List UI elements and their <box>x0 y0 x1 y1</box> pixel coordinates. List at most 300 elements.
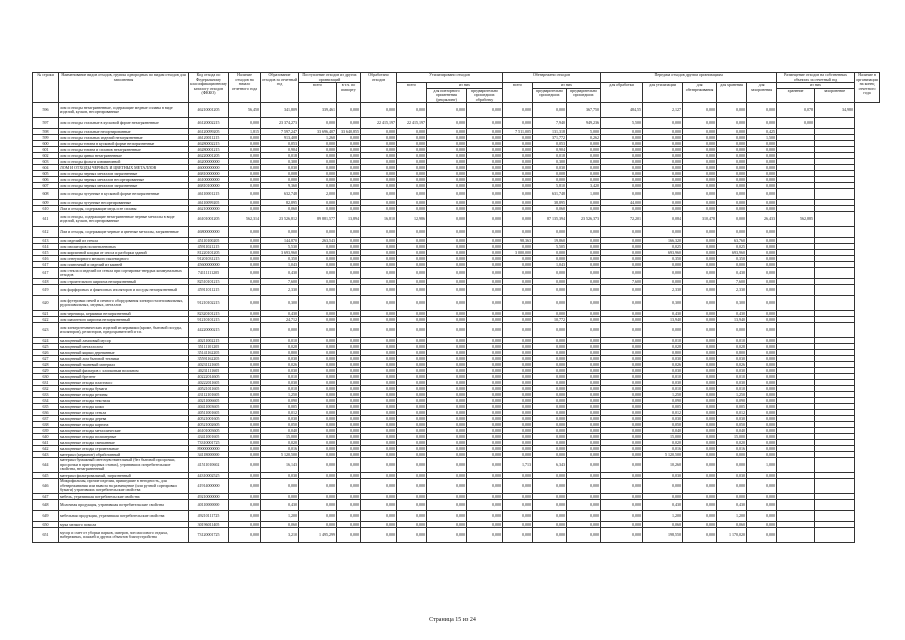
value-cell: 0,000 <box>229 356 261 362</box>
row-number: 620 <box>33 296 59 311</box>
row-number: 608 <box>33 189 59 200</box>
value-cell: 0,000 <box>229 446 261 452</box>
value-cell: 0,000 <box>567 227 601 238</box>
value-cell <box>815 268 855 279</box>
value-cell: 0,000 <box>361 256 397 262</box>
value-cell: 0,000 <box>361 129 397 135</box>
fkko-code: 46100000000 <box>189 177 229 183</box>
value-cell: 1 170,020 <box>717 528 747 543</box>
value-cell: 0,000 <box>467 200 503 206</box>
fkko-code: 35591162205 <box>189 356 229 362</box>
value-cell: 0,000 <box>427 368 467 374</box>
value-cell: 0,000 <box>683 356 717 362</box>
value-cell: 0,000 <box>229 458 261 473</box>
value-cell: 0,000 <box>229 141 261 147</box>
value-cell: 0,000 <box>229 171 261 177</box>
value-cell: 0,000 <box>229 374 261 380</box>
header-utilized-of-which: из них <box>427 83 503 89</box>
value-cell: 0,000 <box>601 386 643 392</box>
value-cell: 0,084 <box>643 212 683 227</box>
value-cell: 0,000 <box>427 528 467 543</box>
value-cell: 0,000 <box>467 183 503 189</box>
waste-name: лом огнеупорного мелкого пылевидного <box>59 256 189 262</box>
row-number: 600 <box>33 141 59 147</box>
value-cell: 0,000 <box>299 434 337 440</box>
value-cell: 0,000 <box>361 368 397 374</box>
value-cell <box>815 212 855 227</box>
value-cell: 0,005 <box>717 404 747 410</box>
value-cell: 0,000 <box>601 227 643 238</box>
value-cell: 0,000 <box>397 183 427 189</box>
fkko-code: 74111111205 <box>189 268 229 279</box>
value-cell: 0,000 <box>361 416 397 422</box>
value-cell: 0,000 <box>601 494 643 500</box>
value-cell: 0,000 <box>229 380 261 386</box>
row-number: 636 <box>33 410 59 416</box>
value-cell: 0,000 <box>601 171 643 177</box>
value-cell: 0,000 <box>467 374 503 380</box>
value-cell: 0,000 <box>717 165 747 171</box>
value-cell: 0,000 <box>337 268 361 279</box>
value-cell: 0,800 <box>717 350 747 356</box>
fkko-code: 40521002605 <box>189 422 229 428</box>
value-cell: 0,000 <box>467 285 503 296</box>
header-neutralized: Обезврежено отходов <box>503 73 601 83</box>
fkko-code: 40411003605 <box>189 404 229 410</box>
value-cell: 0,000 <box>503 511 533 522</box>
header-utilized: Утилизировано отходов <box>397 73 503 83</box>
value-cell: 0,000 <box>299 147 337 153</box>
value-cell: 0,000 <box>361 392 397 398</box>
value-cell: 562,314 <box>229 212 261 227</box>
value-cell: 0,000 <box>229 434 261 440</box>
value-cell: 0,000 <box>299 262 337 268</box>
value-cell: 0,000 <box>601 177 643 183</box>
waste-name: малоценные отходы дерева <box>59 416 189 422</box>
value-cell: 0,000 <box>467 416 503 422</box>
value-cell: 0,000 <box>397 404 427 410</box>
value-cell: 0,000 <box>747 250 777 256</box>
value-cell: 0,000 <box>427 118 467 129</box>
fkko-code: 41511010602 <box>189 458 229 473</box>
value-cell: 0,000 <box>337 165 361 171</box>
value-cell: 0,000 <box>467 428 503 434</box>
value-cell: 0,000 <box>397 238 427 244</box>
value-cell: 0,000 <box>567 250 601 256</box>
value-cell: 0,025 <box>717 244 747 250</box>
value-cell: 0,000 <box>337 135 361 141</box>
row-number: 624 <box>33 338 59 344</box>
value-cell: 0,000 <box>683 446 717 452</box>
value-cell: 0,000 <box>601 268 643 279</box>
value-cell: 0,000 <box>229 473 261 479</box>
value-cell: 2,000 <box>299 189 337 200</box>
value-cell: 0,030 <box>717 416 747 422</box>
value-cell: 0,000 <box>337 200 361 206</box>
value-cell: 87 135,394 <box>533 212 567 227</box>
value-cell: 0,000 <box>427 200 467 206</box>
value-cell: 0,000 <box>567 244 601 250</box>
value-cell: 0,026 <box>717 362 747 368</box>
value-cell: 1,000 <box>747 458 777 473</box>
value-cell: 0,000 <box>503 323 533 338</box>
waste-name: малоценный тканевый материал <box>59 362 189 368</box>
value-cell: 23 526,373 <box>567 212 601 227</box>
row-number: 615 <box>33 250 59 256</box>
value-cell: 0,000 <box>467 311 503 317</box>
value-cell: 0,000 <box>567 165 601 171</box>
value-cell: 0,025 <box>643 244 683 250</box>
waste-name: лом и отходы фольги алюминиевой <box>59 159 189 165</box>
value-cell: 0,000 <box>337 473 361 479</box>
value-cell: 0,000 <box>337 350 361 356</box>
value-cell: 0,010 <box>717 386 747 392</box>
value-cell: 0,000 <box>467 227 503 238</box>
value-cell: 0,000 <box>337 171 361 177</box>
value-cell: 0,000 <box>229 165 261 171</box>
value-cell: 0,000 <box>427 350 467 356</box>
row-number: 607 <box>33 183 59 189</box>
value-cell: 0,060 <box>717 522 747 528</box>
value-cell: 0,000 <box>467 494 503 500</box>
value-cell: 0,000 <box>299 268 337 279</box>
value-cell: 0,000 <box>361 511 397 522</box>
value-cell: 0,000 <box>747 183 777 189</box>
value-cell: 339,461 <box>299 103 337 118</box>
value-cell: 0,000 <box>747 452 777 458</box>
value-cell <box>777 285 815 296</box>
fkko-code: 73310001725 <box>189 440 229 446</box>
value-cell: 0,000 <box>683 141 717 147</box>
value-cell: 1,713 <box>503 458 533 473</box>
value-cell: 0,000 <box>397 250 427 256</box>
waste-name: малоценные отходы картона <box>59 422 189 428</box>
value-cell: 0,000 <box>747 118 777 129</box>
fkko-code: 46810100000 <box>189 183 229 189</box>
waste-name: Лом и отходы, содержащие медь и ее сплавы <box>59 206 189 212</box>
value-cell: 949,236 <box>567 118 601 129</box>
value-cell: 0,000 <box>427 227 467 238</box>
value-cell: 0,000 <box>601 511 643 522</box>
row-number: 617 <box>33 262 59 268</box>
value-cell: 0,008 <box>261 171 299 177</box>
value-cell: 12,986 <box>397 212 427 227</box>
value-cell: 0,000 <box>397 522 427 528</box>
value-cell: 0,090 <box>643 398 683 404</box>
value-cell: 0,000 <box>683 183 717 189</box>
value-cell: 0,000 <box>747 311 777 317</box>
value-cell: 15,000 <box>643 434 683 440</box>
value-cell: 0,000 <box>601 356 643 362</box>
value-cell: 2,127 <box>643 103 683 118</box>
value-cell: 0,000 <box>427 262 467 268</box>
value-cell: 0,000 <box>229 479 261 494</box>
value-cell: 0,000 <box>299 206 337 212</box>
value-cell: 0,000 <box>361 165 397 171</box>
value-cell: 0,000 <box>337 344 361 350</box>
value-cell: 0,000 <box>361 311 397 317</box>
value-cell: 0,000 <box>229 362 261 368</box>
row-number: 622 <box>33 317 59 323</box>
value-cell: 0,000 <box>299 317 337 323</box>
value-cell: 0,000 <box>361 440 397 446</box>
value-cell <box>777 227 815 238</box>
value-cell: 0,000 <box>299 141 337 147</box>
value-cell: 0,000 <box>299 165 337 171</box>
value-cell: 7 597,247 <box>261 129 299 135</box>
header-received-total: всего <box>299 83 337 103</box>
value-cell: 0,000 <box>427 135 467 141</box>
value-cell: 0,000 <box>229 206 261 212</box>
value-cell: 0,050 <box>717 422 747 428</box>
value-cell: 0,000 <box>643 262 683 268</box>
value-cell: 0,026 <box>261 362 299 368</box>
value-cell: 0,010 <box>643 338 683 344</box>
value-cell: 144,870 <box>261 238 299 244</box>
value-cell: 1,200 <box>717 511 747 522</box>
value-cell: 0,000 <box>299 440 337 446</box>
value-cell: 0,000 <box>397 380 427 386</box>
value-cell: 0,000 <box>747 165 777 171</box>
value-cell: 3,420 <box>567 183 601 189</box>
value-cell: 0,000 <box>601 522 643 528</box>
value-cell: 0,000 <box>567 410 601 416</box>
value-cell: 0,000 <box>397 338 427 344</box>
row-number: 611 <box>33 212 59 227</box>
value-cell: 0,000 <box>299 159 337 165</box>
value-cell: 0,000 <box>427 183 467 189</box>
value-cell: 0,000 <box>229 350 261 356</box>
value-cell: 0,000 <box>337 238 361 244</box>
value-cell: 82,895 <box>261 200 299 206</box>
value-cell: 0,000 <box>747 317 777 323</box>
row-number: 603 <box>33 159 59 165</box>
value-cell: 0,000 <box>503 338 533 344</box>
value-cell: 0,000 <box>427 374 467 380</box>
value-cell: 0,020 <box>717 440 747 446</box>
value-cell: 0,000 <box>643 118 683 129</box>
value-cell: 5,505 <box>533 244 567 250</box>
value-cell: 0,000 <box>337 189 361 200</box>
value-cell: 33 640,855 <box>337 129 361 135</box>
value-cell: 0,000 <box>747 189 777 200</box>
value-cell: 0,000 <box>261 177 299 183</box>
value-cell: 0,000 <box>427 446 467 452</box>
value-cell: 0,000 <box>747 344 777 350</box>
value-cell: 7 511,005 <box>503 129 533 135</box>
value-cell: 0,000 <box>503 473 533 479</box>
fkko-code: 35111101205 <box>189 344 229 350</box>
value-cell: 0,000 <box>747 500 777 511</box>
value-cell: 0,000 <box>467 500 503 511</box>
value-cell: 0,000 <box>229 522 261 528</box>
waste-name: лом стекла и изделий из стекла при сортировке твердых коммунальных отходов <box>59 268 189 279</box>
value-cell: 0,000 <box>397 311 427 317</box>
value-cell: 2,330 <box>717 285 747 296</box>
value-cell: 0,000 <box>397 356 427 362</box>
waste-name: малоценные отходы стекла <box>59 410 189 416</box>
value-cell: 0,000 <box>717 262 747 268</box>
row-number: 602 <box>33 153 59 159</box>
value-cell: 0,000 <box>567 285 601 296</box>
value-cell: 0,000 <box>229 250 261 256</box>
value-cell: 0,000 <box>261 479 299 494</box>
value-cell: 0,000 <box>337 250 361 256</box>
value-cell: 0,000 <box>747 285 777 296</box>
value-cell: 0,000 <box>361 356 397 362</box>
value-cell: 33 696,407 <box>299 129 337 135</box>
value-cell: 0,000 <box>467 422 503 428</box>
value-cell: 0,000 <box>683 434 717 440</box>
value-cell: 0,430 <box>717 311 747 317</box>
row-number: 599 <box>33 135 59 141</box>
value-cell: 0,000 <box>229 398 261 404</box>
fkko-code: 46210000000 <box>189 206 229 212</box>
row-number: 644 <box>33 458 59 473</box>
value-cell: 0,000 <box>601 262 643 268</box>
value-cell: 0,000 <box>467 338 503 344</box>
value-cell: 0,000 <box>567 428 601 434</box>
value-cell: 0,000 <box>567 153 601 159</box>
value-cell: 0,000 <box>361 268 397 279</box>
value-cell <box>815 189 855 200</box>
value-cell: 0,000 <box>747 141 777 147</box>
value-cell: 0,000 <box>601 338 643 344</box>
value-cell: 0,000 <box>503 440 533 446</box>
value-cell: 0,000 <box>427 285 467 296</box>
value-cell: 0,000 <box>747 428 777 434</box>
value-cell: 0,000 <box>533 285 567 296</box>
value-cell: 0,904 <box>261 147 299 153</box>
value-cell: 0,000 <box>567 528 601 543</box>
value-cell: 0,000 <box>683 386 717 392</box>
value-cell: 0,000 <box>337 317 361 323</box>
value-cell: 198,550 <box>643 528 683 543</box>
value-cell: 0,000 <box>747 200 777 206</box>
value-cell: 0,000 <box>397 135 427 141</box>
value-cell: 0,000 <box>601 479 643 494</box>
value-cell: 0,300 <box>261 296 299 311</box>
value-cell: 0,000 <box>337 244 361 250</box>
header-generated: Образование отходов за отчетный год <box>261 73 299 103</box>
value-cell: 0,000 <box>337 183 361 189</box>
value-cell: 0,000 <box>299 398 337 404</box>
value-cell: 0,000 <box>467 189 503 200</box>
value-cell: 0,000 <box>299 479 337 494</box>
report-page <box>32 72 880 543</box>
value-cell: 0,000 <box>337 434 361 440</box>
value-cell: 0,000 <box>567 500 601 511</box>
header-neutralized-total: всего <box>503 83 533 103</box>
waste-name: мусор и смет от уборки парков, скверов, зон массового отдыха, набережных, пляжей и других объектов благоустройства <box>59 528 189 543</box>
value-cell: 0,000 <box>467 317 503 323</box>
value-cell: 5,810 <box>533 183 567 189</box>
value-cell: 0,018 <box>261 153 299 159</box>
row-number: 612 <box>33 227 59 238</box>
value-cell: 0,000 <box>717 118 747 129</box>
header-burial: захоронение <box>815 88 855 103</box>
fkko-code: 46280002215 <box>189 141 229 147</box>
value-cell: 0,000 <box>397 350 427 356</box>
value-cell: 0,000 <box>601 380 643 386</box>
row-number: 604 <box>33 165 59 171</box>
value-cell: 0,000 <box>427 206 467 212</box>
value-cell: 0,000 <box>361 479 397 494</box>
value-cell: 0,000 <box>601 458 643 473</box>
fkko-code: 46110099205 <box>189 200 229 206</box>
value-cell: 0,000 <box>361 473 397 479</box>
value-cell <box>777 528 815 543</box>
waste-name: лом изделий из стекла <box>59 238 189 244</box>
value-cell: 22 415,197 <box>397 118 427 129</box>
value-cell: 0,000 <box>503 446 533 452</box>
value-cell: 0,000 <box>427 416 467 422</box>
value-cell: 0,040 <box>261 428 299 434</box>
fkko-code: 89000000000 <box>189 446 229 452</box>
value-cell: 0,000 <box>337 177 361 183</box>
row-number: 642 <box>33 446 59 452</box>
row-number: 637 <box>33 416 59 422</box>
value-cell <box>777 500 815 511</box>
value-cell: 0,000 <box>601 392 643 398</box>
value-cell: 0,000 <box>503 350 533 356</box>
value-cell: 0,000 <box>533 338 567 344</box>
value-cell: 0,010 <box>643 374 683 380</box>
value-cell: 0,000 <box>747 522 777 528</box>
row-number: 635 <box>33 404 59 410</box>
value-cell: 0,000 <box>229 268 261 279</box>
value-cell: 5,530 <box>261 244 299 250</box>
value-cell: 0,000 <box>361 147 397 153</box>
value-cell: 0,000 <box>467 159 503 165</box>
value-cell: 0,000 <box>717 206 747 212</box>
value-cell: 631,748 <box>533 189 567 200</box>
fkko-code: 45911011215 <box>189 285 229 296</box>
value-cell: 0,000 <box>683 159 717 165</box>
waste-name: малоценный металлолом <box>59 344 189 350</box>
table-row <box>33 500 880 511</box>
waste-name: лом и отходы чугунные в кусковой форме незагрязненные <box>59 189 189 200</box>
value-cell: 0,000 <box>533 428 567 434</box>
row-number: 618 <box>33 279 59 285</box>
value-cell: 0,000 <box>503 200 533 206</box>
value-cell: 0,008 <box>533 171 567 177</box>
value-cell: 0,000 <box>747 153 777 159</box>
row-number: 647 <box>33 494 59 500</box>
value-cell: 0,000 <box>503 380 533 386</box>
value-cell: 0,000 <box>397 129 427 135</box>
value-cell: 0,000 <box>299 392 337 398</box>
value-cell: 0,000 <box>467 434 503 440</box>
value-cell: 0,000 <box>503 410 533 416</box>
value-cell: 0,000 <box>717 103 747 118</box>
value-cell <box>777 189 815 200</box>
waste-name: мебельная продукция, утратившая потребительские свойства <box>59 511 189 522</box>
value-cell: 693,960 <box>643 250 683 256</box>
value-cell: 0,000 <box>299 311 337 317</box>
value-cell: 0,000 <box>683 262 717 268</box>
value-cell: 0,000 <box>683 244 717 250</box>
value-cell: 63,760 <box>717 238 747 244</box>
value-cell: 0,016 <box>717 446 747 452</box>
value-cell: 0,000 <box>503 268 533 279</box>
value-cell: 0,000 <box>601 311 643 317</box>
value-cell: 0,000 <box>467 458 503 473</box>
value-cell: 0,000 <box>361 494 397 500</box>
value-cell: 0,000 <box>467 296 503 311</box>
value-cell: 0,000 <box>337 416 361 422</box>
value-cell: 0,010 <box>717 338 747 344</box>
